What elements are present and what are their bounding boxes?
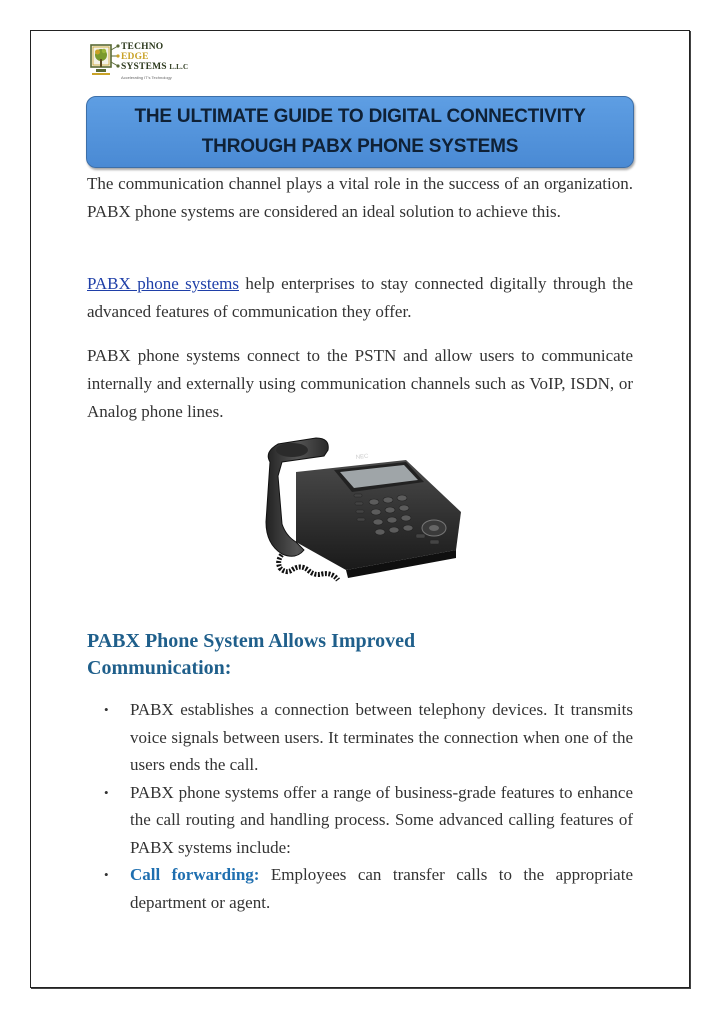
logo-line-1: TECHNO bbox=[121, 42, 164, 52]
pabx-phone-systems-link[interactable]: PABX phone systems bbox=[87, 274, 239, 293]
list-item bbox=[87, 696, 633, 779]
title-banner bbox=[86, 96, 634, 168]
logo-suffix: L.L.C bbox=[169, 63, 189, 71]
intro-paragraph: The communication channel plays a vital role in the success of an organization. PABX phone systems are considered an ideal solution to achieve this. bbox=[87, 174, 633, 221]
bullet-dot-icon: • bbox=[104, 784, 109, 800]
bullet-text: PABX phone systems offer a range of business-grade features to enhance the call routing and handling process. Some advanced calling features of PABX systems include: bbox=[130, 782, 633, 857]
logo-line-2: EDGE bbox=[121, 52, 149, 62]
logo-wordmark bbox=[121, 42, 188, 72]
logo-tree-icon bbox=[90, 42, 120, 82]
bullet-text: PABX establishes a connection between telephony devices. It transmits voice signals between users. It terminates the connection when one of the users ends the call. bbox=[130, 700, 633, 774]
pabx-benefits-paragraph bbox=[87, 270, 633, 326]
company-logo bbox=[90, 42, 240, 84]
features-list bbox=[87, 696, 633, 916]
nec-brand-label: NEC bbox=[355, 453, 369, 461]
title-line-1: THE ULTIMATE GUIDE TO DIGITAL CONNECTIVITY bbox=[134, 106, 586, 127]
list-item bbox=[87, 861, 633, 916]
desk-phone-illustration bbox=[256, 432, 465, 598]
bullet-dot-icon: • bbox=[104, 702, 109, 717]
pstn-paragraph: PABX phone systems connect to the PSTN and allow users to communicate internally and externally using communication channels such as VoIP, ISDN, or Analog phone lines. bbox=[87, 346, 633, 421]
call-forwarding-keyword: Call forwarding: bbox=[130, 865, 260, 884]
list-item bbox=[87, 779, 633, 862]
logo-tagline: Accelerating IT’s Technology bbox=[121, 75, 172, 80]
desk-phone-image bbox=[256, 432, 465, 598]
title-line-2: THROUGH PABX PHONE SYSTEMS bbox=[201, 136, 519, 157]
section-heading: PABX Phone System Allows Improved Communication: bbox=[87, 630, 416, 679]
pabx-benefits-text: help enterprises to stay connected digitally through the advanced features of communication they offer. bbox=[87, 274, 634, 321]
bullet-dot-icon: • bbox=[104, 867, 109, 882]
bullet-text: Employees can transfer calls to the appropriate department or agent. bbox=[130, 865, 633, 912]
logo-line-3: SYSTEMS bbox=[121, 62, 167, 72]
